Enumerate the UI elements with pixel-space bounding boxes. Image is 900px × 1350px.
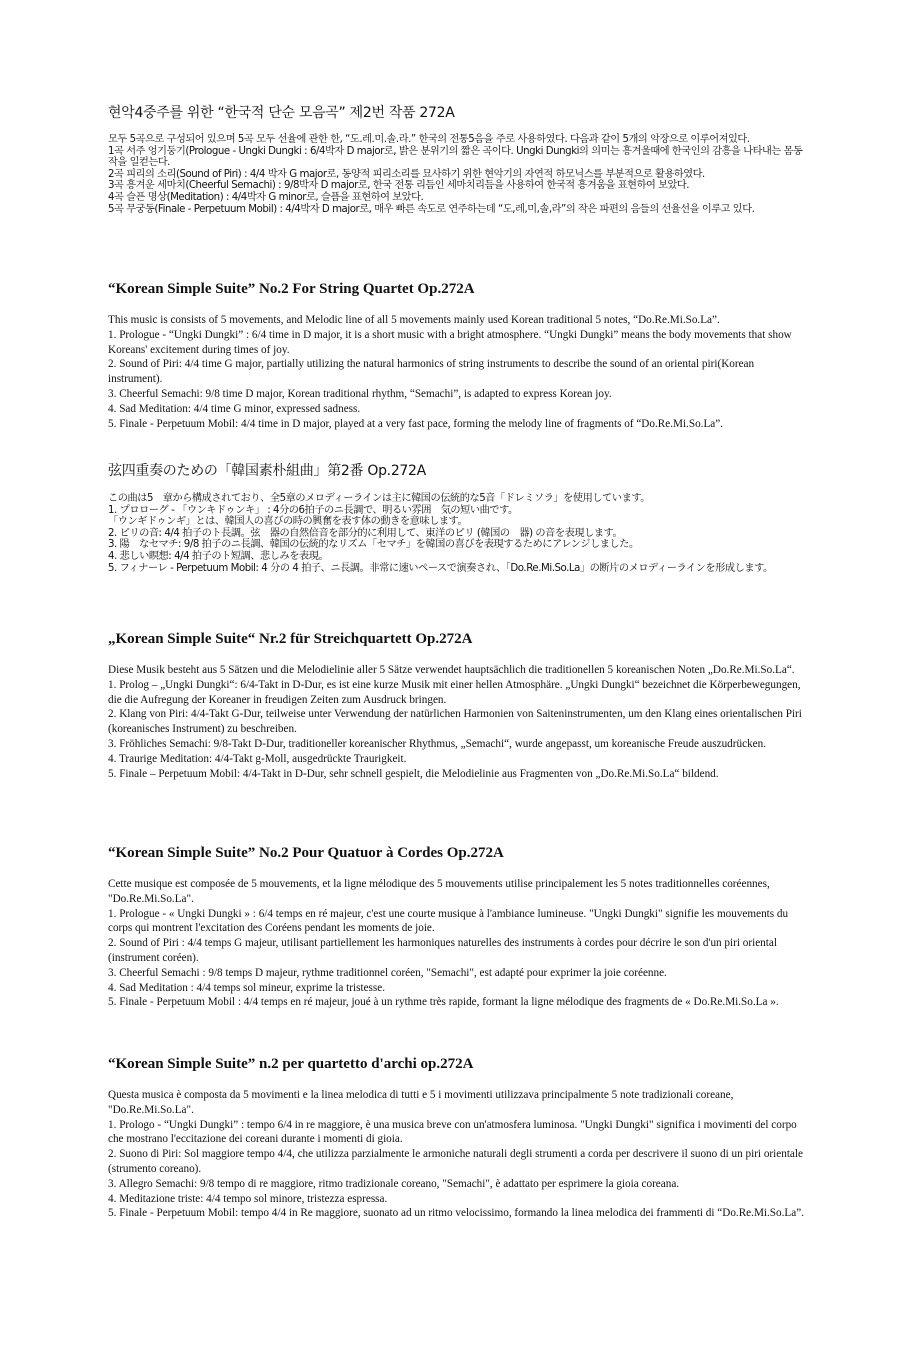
section-title: „Korean Simple Suite“ Nr.2 für Streichquartett Op.272A bbox=[108, 631, 473, 647]
paragraph-line: 3. Fröhliches Semachi: 9/8-Takt D-Dur, traditioneller koreanischer Rhythmus, „Semachi“, wurde angepasst, um koreanische Freude auszudrücken. bbox=[108, 737, 767, 750]
paragraph-line: 5. Finale - Perpetuum Mobil : 4/4 temps en ré majeur, joué à un rythme très rapide, formant la ligne mélodique des fragments de « Do.Re.Mi.So.La ». bbox=[108, 996, 779, 1009]
paragraph-line: 2곡 피리의 소리(Sound of Piri) : 4/4 박자 G major로, 동양적 피리소리를 묘사하기 위한 현악기의 자연적 하모닉스를 부분적으로 활용하였다. bbox=[108, 168, 705, 180]
paragraph-line: 4. Sad Meditation: 4/4 time G minor, expressed sadness. bbox=[108, 402, 361, 415]
section-body bbox=[108, 1088, 808, 1221]
section-french bbox=[108, 844, 808, 1010]
section-body bbox=[108, 134, 808, 215]
paragraph-line: 1. Prologue - « Ungki Dungki » : 6/4 temps en ré majeur, c'est une courte musique à l'ambiance lumineuse. "Ungki Dungki" signifie les mouvements du corps qui montrent l'excitation des Coréens pendant les moments de joie. bbox=[108, 907, 789, 935]
section-body bbox=[108, 313, 808, 431]
paragraph-line: 3. Cheerful Semachi: 9/8 time D major, Korean traditional rhythm, “Semachi”, is adapted to express Korean joy. bbox=[108, 387, 612, 400]
paragraph-line: 2. ピリの音: 4/4 拍子のト長調。弦 器の自然倍音を部分的に利用して、東洋のピリ (韓国の 器) の音を表現します。 bbox=[108, 527, 623, 539]
section-title: 弦四重奏のための「韓国素朴組曲」第2番 Op.272A bbox=[108, 463, 426, 479]
section-italian bbox=[108, 1055, 808, 1221]
paragraph-line: 4곡 슬픈 명상(Meditation) : 4/4박자 G minor로, 슬픔을 표현하여 보았다. bbox=[108, 191, 424, 203]
paragraph-line: 1곡 서주 엉기둥기(Prologue - Ungki Dungki : 6/4박자 D major로, 밝은 분위기의 짧은 곡이다. Ungki Dungki의 의미는 흥겨울때에 한국인의 감흥을 나타내는 몸동작을 일컫는다. bbox=[108, 145, 803, 169]
paragraph-line: 3. Cheerful Semachi : 9/8 temps D majeur, rythme traditionnel coréen, "Semachi", est adapté pour exprimer la joie coréenne. bbox=[108, 966, 667, 979]
paragraph-line: 2. Suono di Piri: Sol maggiore tempo 4/4, che utilizza parzialmente le armoniche naturali degli strumenti a corda per descrivere il suono di un piri orientale (strumento coreano). bbox=[108, 1148, 803, 1175]
paragraph-line: 4. Sad Meditation : 4/4 temps sol mineur, exprime la tristesse. bbox=[108, 981, 386, 994]
section-title: “Korean Simple Suite” No.2 Pour Quatuor à Cordes Op.272A bbox=[108, 845, 504, 861]
paragraph-line: 4. Meditazione triste: 4/4 tempo sol minore, tristezza espressa. bbox=[108, 1192, 388, 1205]
paragraph-line: 2. Klang von Piri: 4/4-Takt G-Dur, teilweise unter Verwendung der natürlichen Harmonien von Saiteninstrumenten, um den Klang eines orientalischen Piri (koreanisches Instrument) zu beschreiben. bbox=[108, 708, 802, 736]
paragraph-line: 2. Sound of Piri : 4/4 temps G majeur, utilisant partiellement les harmoniques naturelles des instruments à cordes pour décrire le son d'un piri oriental (instrument coréen). bbox=[108, 937, 777, 964]
section-body bbox=[108, 493, 808, 574]
paragraph-line: 3. Allegro Semachi: 9/8 tempo di re maggiore, ritmo tradizionale coreano, "Semachi", è adattato per esprimere la gioia coreana. bbox=[108, 1177, 680, 1190]
paragraph-line: 모두 5곡으로 구성되어 있으며 5곡 모두 선율에 관한 한, “도.레.미.솔.라.” 한국의 전통5음을 주로 사용하였다. 다음과 같이 5개의 악장으로 이루어져있다. bbox=[108, 134, 750, 145]
paragraph-line: 4. Traurige Meditation: 4/4-Takt g-Moll, ausgedrückte Traurigkeit. bbox=[108, 752, 407, 765]
section-english bbox=[108, 280, 808, 431]
paragraph-line: 1. Prologue - “Ungki Dungki” : 6/4 time in D major, it is a short music with a bright atmosphere. “Ungki Dungki” means the body movements that show Koreans' excitement during times of joy. bbox=[108, 328, 792, 356]
section-title: 현악4중주를 위한 “한국적 단순 모음곡” 제2번 작품 272A bbox=[108, 105, 455, 121]
paragraph-line: 1. Prolog – „Ungki Dungki“: 6/4-Takt in D-Dur, es ist eine kurze Musik mit einer hellen Atmosphäre. „Ungki Dungki“ bezeichnet die Körperbewegungen, die die Aufregung der Koreaner in freudigen Zeiten zum Ausdruck bringen. bbox=[108, 678, 801, 706]
paragraph-line: 5곡 무궁동(Finale - Perpetuum Mobil) : 4/4박자 D major로, 매우 빠른 속도로 연주하는데 “도,레,미,솔,라”의 작은 파편의 음들의 선율선을 이루고 있다. bbox=[108, 203, 755, 215]
section-german bbox=[108, 630, 808, 781]
section-title: “Korean Simple Suite” n.2 per quartetto d'archi op.272A bbox=[108, 1056, 474, 1072]
paragraph-line: 3. 陽 なセマチ: 9/8 拍子のニ長調、韓国の伝統的なリズム「セマチ」を韓国の喜びを表現するためにアレンジしました。 bbox=[108, 539, 639, 551]
paragraph-line: 5. フィナーレ - Perpetuum Mobil: 4 分の 4 拍子、ニ長調。非常に速いペースで演奏され、「Do.Re.Mi.So.La」の断片のメロディーラインを形成します。 bbox=[108, 562, 773, 574]
section-korean bbox=[108, 104, 808, 215]
paragraph-line: 1. プロローグ - 「ウンキドゥンキ」 : 4分の6拍子のニ長調で、明るい雰囲 気の短い曲です。 bbox=[108, 504, 518, 516]
section-body bbox=[108, 877, 808, 1010]
paragraph-line: 3곡 흥겨운 세마치(Cheerful Semachi) : 9/8박자 D major로, 한국 전통 리듬인 세마치리듬을 사용하여 한국적 흥겨움을 표현하여 보았다. bbox=[108, 180, 690, 192]
paragraph-line: 5. Finale – Perpetuum Mobil: 4/4-Takt in D-Dur, sehr schnell gespielt, die Melodielinie aus Fragmenten von „Do.Re.Mi.So.La“ bildend. bbox=[108, 767, 719, 780]
section-japanese bbox=[108, 462, 808, 574]
paragraph-line: Diese Musik besteht aus 5 Sätzen und die Melodielinie aller 5 Sätze verwendet hauptsächlich die traditionellen 5 koreanischen Noten „Do.Re.Mi.So.La“. bbox=[108, 664, 795, 676]
paragraph-line: 2. Sound of Piri: 4/4 time G major, partially utilizing the natural harmonics of string instruments to describe the sound of an oriental piri(Korean instrument). bbox=[108, 358, 755, 386]
section-body bbox=[108, 663, 808, 781]
paragraph-line: This music is consists of 5 movements, and Melodic line of all 5 movements mainly used Korean traditional 5 notes, “Do.Re.Mi.So.La”. bbox=[108, 314, 720, 326]
paragraph-line: 「ウンギドゥンギ」とは、韓国人の喜びの時の興奮を表す体の動きを意味します。 bbox=[108, 516, 468, 528]
paragraph-line: 5. Finale - Perpetuum Mobil: tempo 4/4 in Re maggiore, suonato ad un ritmo velocissimo, formando la linea melodica dei frammenti di “Do.Re.Mi.So.La”. bbox=[108, 1207, 804, 1220]
paragraph-line: Questa musica è composta da 5 movimenti e la linea melodica di tutti e 5 i movimenti utilizzava principalmente 5 note tradizionali coreane, "Do.Re.Mi.So.La". bbox=[108, 1089, 734, 1116]
paragraph-line: 5. Finale - Perpetuum Mobil: 4/4 time in D major, played at a very fast pace, forming the melody line of fragments of “Do.Re.Mi.So.La”. bbox=[108, 417, 724, 430]
paragraph-line: 4. 悲しい瞑想: 4/4 拍子のト短調、悲しみを表現。 bbox=[108, 550, 329, 562]
paragraph-line: 1. Prologo - “Ungki Dungki” : tempo 6/4 in re maggiore, è una musica breve con un'atmosfera luminosa. "Ungki Dungki" significa i movimenti del corpo che mostrano l'eccitazione dei coreani durante i momenti di gioia. bbox=[108, 1118, 797, 1146]
section-title: “Korean Simple Suite” No.2 For String Quartet Op.272A bbox=[108, 281, 475, 297]
paragraph-line: Cette musique est composée de 5 mouvements, et la ligne mélodique des 5 mouvements utilise principalement les 5 notes traditionnelles coréennes, "Do.Re.Mi.So.La". bbox=[108, 878, 770, 905]
paragraph-line: この曲は5 章から構成されており、全5章のメロディーラインは主に韓国の伝統的な5音「ドレミソラ」を使用しています。 bbox=[108, 493, 650, 504]
